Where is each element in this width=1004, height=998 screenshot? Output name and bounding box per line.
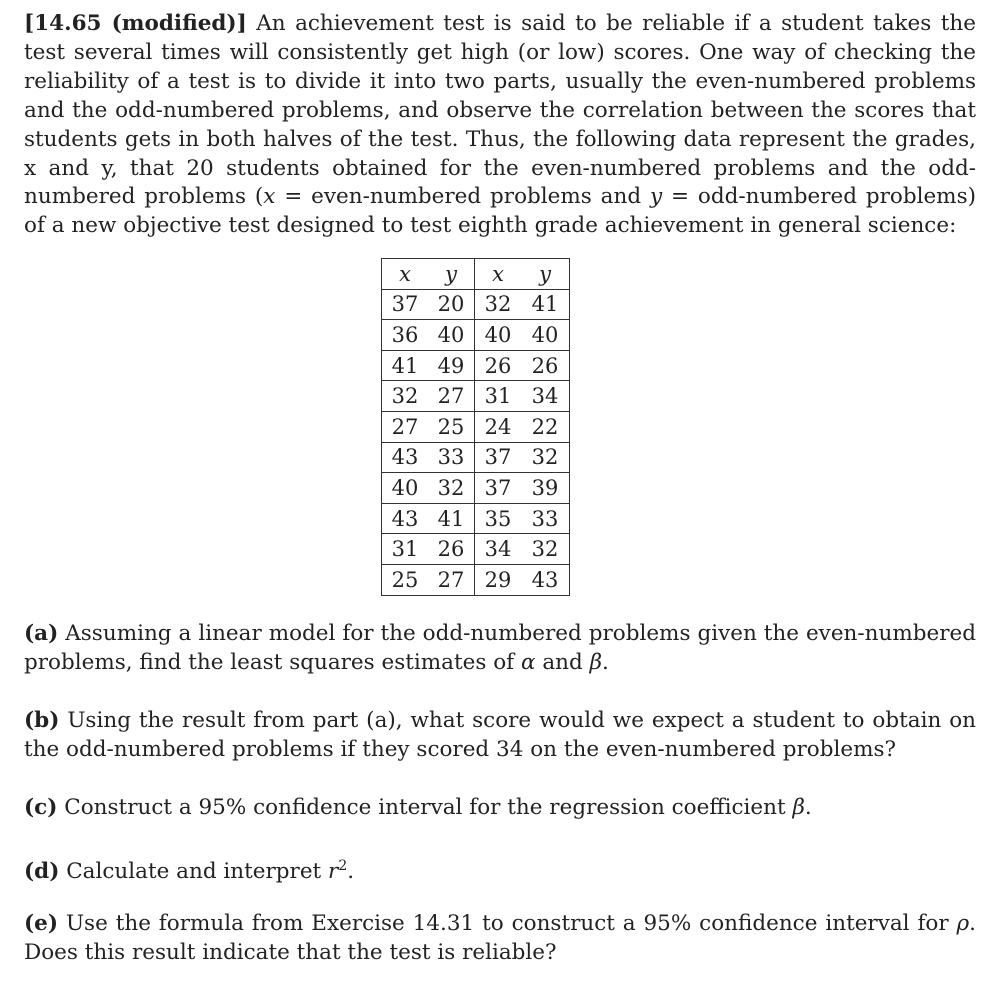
- question-b-label: (b): [24, 708, 60, 733]
- cell-y2: 22: [521, 411, 570, 442]
- cell-y2: 34: [521, 381, 570, 412]
- problem-label: [14.65 (modified)]: [24, 11, 247, 36]
- cell-y2: 43: [521, 564, 570, 595]
- cell-y1: 26: [428, 534, 475, 565]
- question-e-end: . Does this result indicate that the test is reliable?: [24, 911, 976, 965]
- cell-x2: 32: [475, 289, 522, 320]
- cell-x2: 29: [475, 564, 522, 595]
- r-squared-exponent: 2: [338, 858, 348, 874]
- table-row: [382, 534, 570, 565]
- cell-x1: 43: [382, 442, 429, 473]
- alpha-symbol: α: [520, 649, 536, 675]
- rho-symbol: ρ: [956, 911, 970, 936]
- table-row: [382, 350, 570, 381]
- question-c-end: .: [804, 795, 812, 820]
- y-variable: y: [649, 184, 663, 210]
- question-a-end: .: [602, 649, 609, 675]
- question-d-label: (d): [24, 859, 60, 885]
- cell-y2: 39: [521, 473, 570, 504]
- table-row: [382, 411, 570, 442]
- beta-symbol: β: [792, 795, 805, 820]
- cell-x1: 41: [382, 350, 429, 381]
- table-row: [382, 473, 570, 504]
- cell-y1: 41: [428, 503, 475, 534]
- question-a-and: and: [535, 649, 590, 675]
- cell-x2: 37: [475, 442, 522, 473]
- question-d: [24, 852, 976, 887]
- cell-x2: 26: [475, 350, 522, 381]
- cell-y1: 25: [428, 411, 475, 442]
- cell-y1: 33: [428, 442, 475, 473]
- table-row: [382, 289, 570, 320]
- table-body: [382, 289, 570, 595]
- cell-y2: 40: [521, 320, 570, 351]
- cell-x2: 24: [475, 411, 522, 442]
- y-definition: = odd-numbered problems) of a new objective test designed to test eighth grade achievement in general science:: [24, 184, 976, 239]
- problem-document: [24, 10, 976, 241]
- table-row: [382, 381, 570, 412]
- cell-y2: 33: [521, 503, 570, 534]
- cell-y1: 20: [428, 289, 475, 320]
- table-row: [382, 503, 570, 534]
- header-x2: x: [475, 259, 522, 290]
- cell-x1: 36: [382, 320, 429, 351]
- question-d-end: .: [347, 859, 355, 885]
- cell-y1: 40: [428, 320, 475, 351]
- intro-text: An achievement test is said to be reliable if a student takes the test several times will consistently get high (or low) scores. One way of checking the reliability of a test is to divide it into two parts, usually the even-numbered problems and the odd-numbered problems, and observe the correlation between the scores that students gets in both halves of the test. Thus, the following data represent the grades, x and y, that 20 students obtained for the even-numbered problems and the odd-numbered problems (: [24, 11, 976, 210]
- data-table: [381, 258, 570, 596]
- cell-x1: 40: [382, 473, 429, 504]
- question-a: [24, 620, 976, 678]
- question-c-text: Construct a 95% confidence interval for the regression coefficient: [64, 795, 793, 820]
- question-e-label: (e): [24, 911, 59, 936]
- cell-y1: 27: [428, 564, 475, 595]
- problem-intro: [24, 10, 976, 241]
- cell-y2: 41: [521, 289, 570, 320]
- cell-y2: 32: [521, 442, 570, 473]
- x-variable: x: [263, 184, 276, 210]
- question-e-text: Use the formula from Exercise 14.31 to construct a 95% confidence interval for: [65, 911, 957, 936]
- cell-x2: 34: [475, 534, 522, 565]
- header-x1: x: [382, 259, 429, 290]
- question-a-label: (a): [24, 621, 59, 646]
- cell-x1: 43: [382, 503, 429, 534]
- beta-symbol: β: [589, 649, 603, 675]
- question-b-text: Using the result from part (a), what score would we expect a student to obtain on the odd-numbered problems if they scored 34 on the even-numbered problems?: [24, 708, 976, 762]
- table-row: [382, 320, 570, 351]
- table-header-row: [382, 259, 570, 290]
- cell-x2: 40: [475, 320, 522, 351]
- question-a-text: Assuming a linear model for the odd-numbered problems given the even-numbered problems, find the least squares estimates of: [24, 621, 976, 675]
- question-c: [24, 794, 976, 823]
- r-symbol: r: [328, 859, 339, 885]
- cell-x1: 32: [382, 381, 429, 412]
- cell-x1: 37: [382, 289, 429, 320]
- table-row: [382, 564, 570, 595]
- cell-y1: 27: [428, 381, 475, 412]
- table-row: [382, 442, 570, 473]
- cell-x2: 37: [475, 473, 522, 504]
- cell-x1: 27: [382, 411, 429, 442]
- question-e: [24, 910, 976, 968]
- cell-x1: 31: [382, 534, 429, 565]
- cell-y1: 32: [428, 473, 475, 504]
- cell-x2: 35: [475, 503, 522, 534]
- cell-x2: 31: [475, 381, 522, 412]
- data-table-wrapper: [381, 258, 570, 596]
- question-c-label: (c): [24, 795, 58, 820]
- cell-y1: 49: [428, 350, 475, 381]
- cell-y2: 32: [521, 534, 570, 565]
- cell-x1: 25: [382, 564, 429, 595]
- x-definition: = even-numbered problems and: [275, 184, 650, 210]
- header-y2: y: [521, 259, 570, 290]
- header-y1: y: [428, 259, 475, 290]
- question-b: [24, 707, 976, 765]
- question-d-text: Calculate and interpret: [66, 859, 329, 885]
- cell-y2: 26: [521, 350, 570, 381]
